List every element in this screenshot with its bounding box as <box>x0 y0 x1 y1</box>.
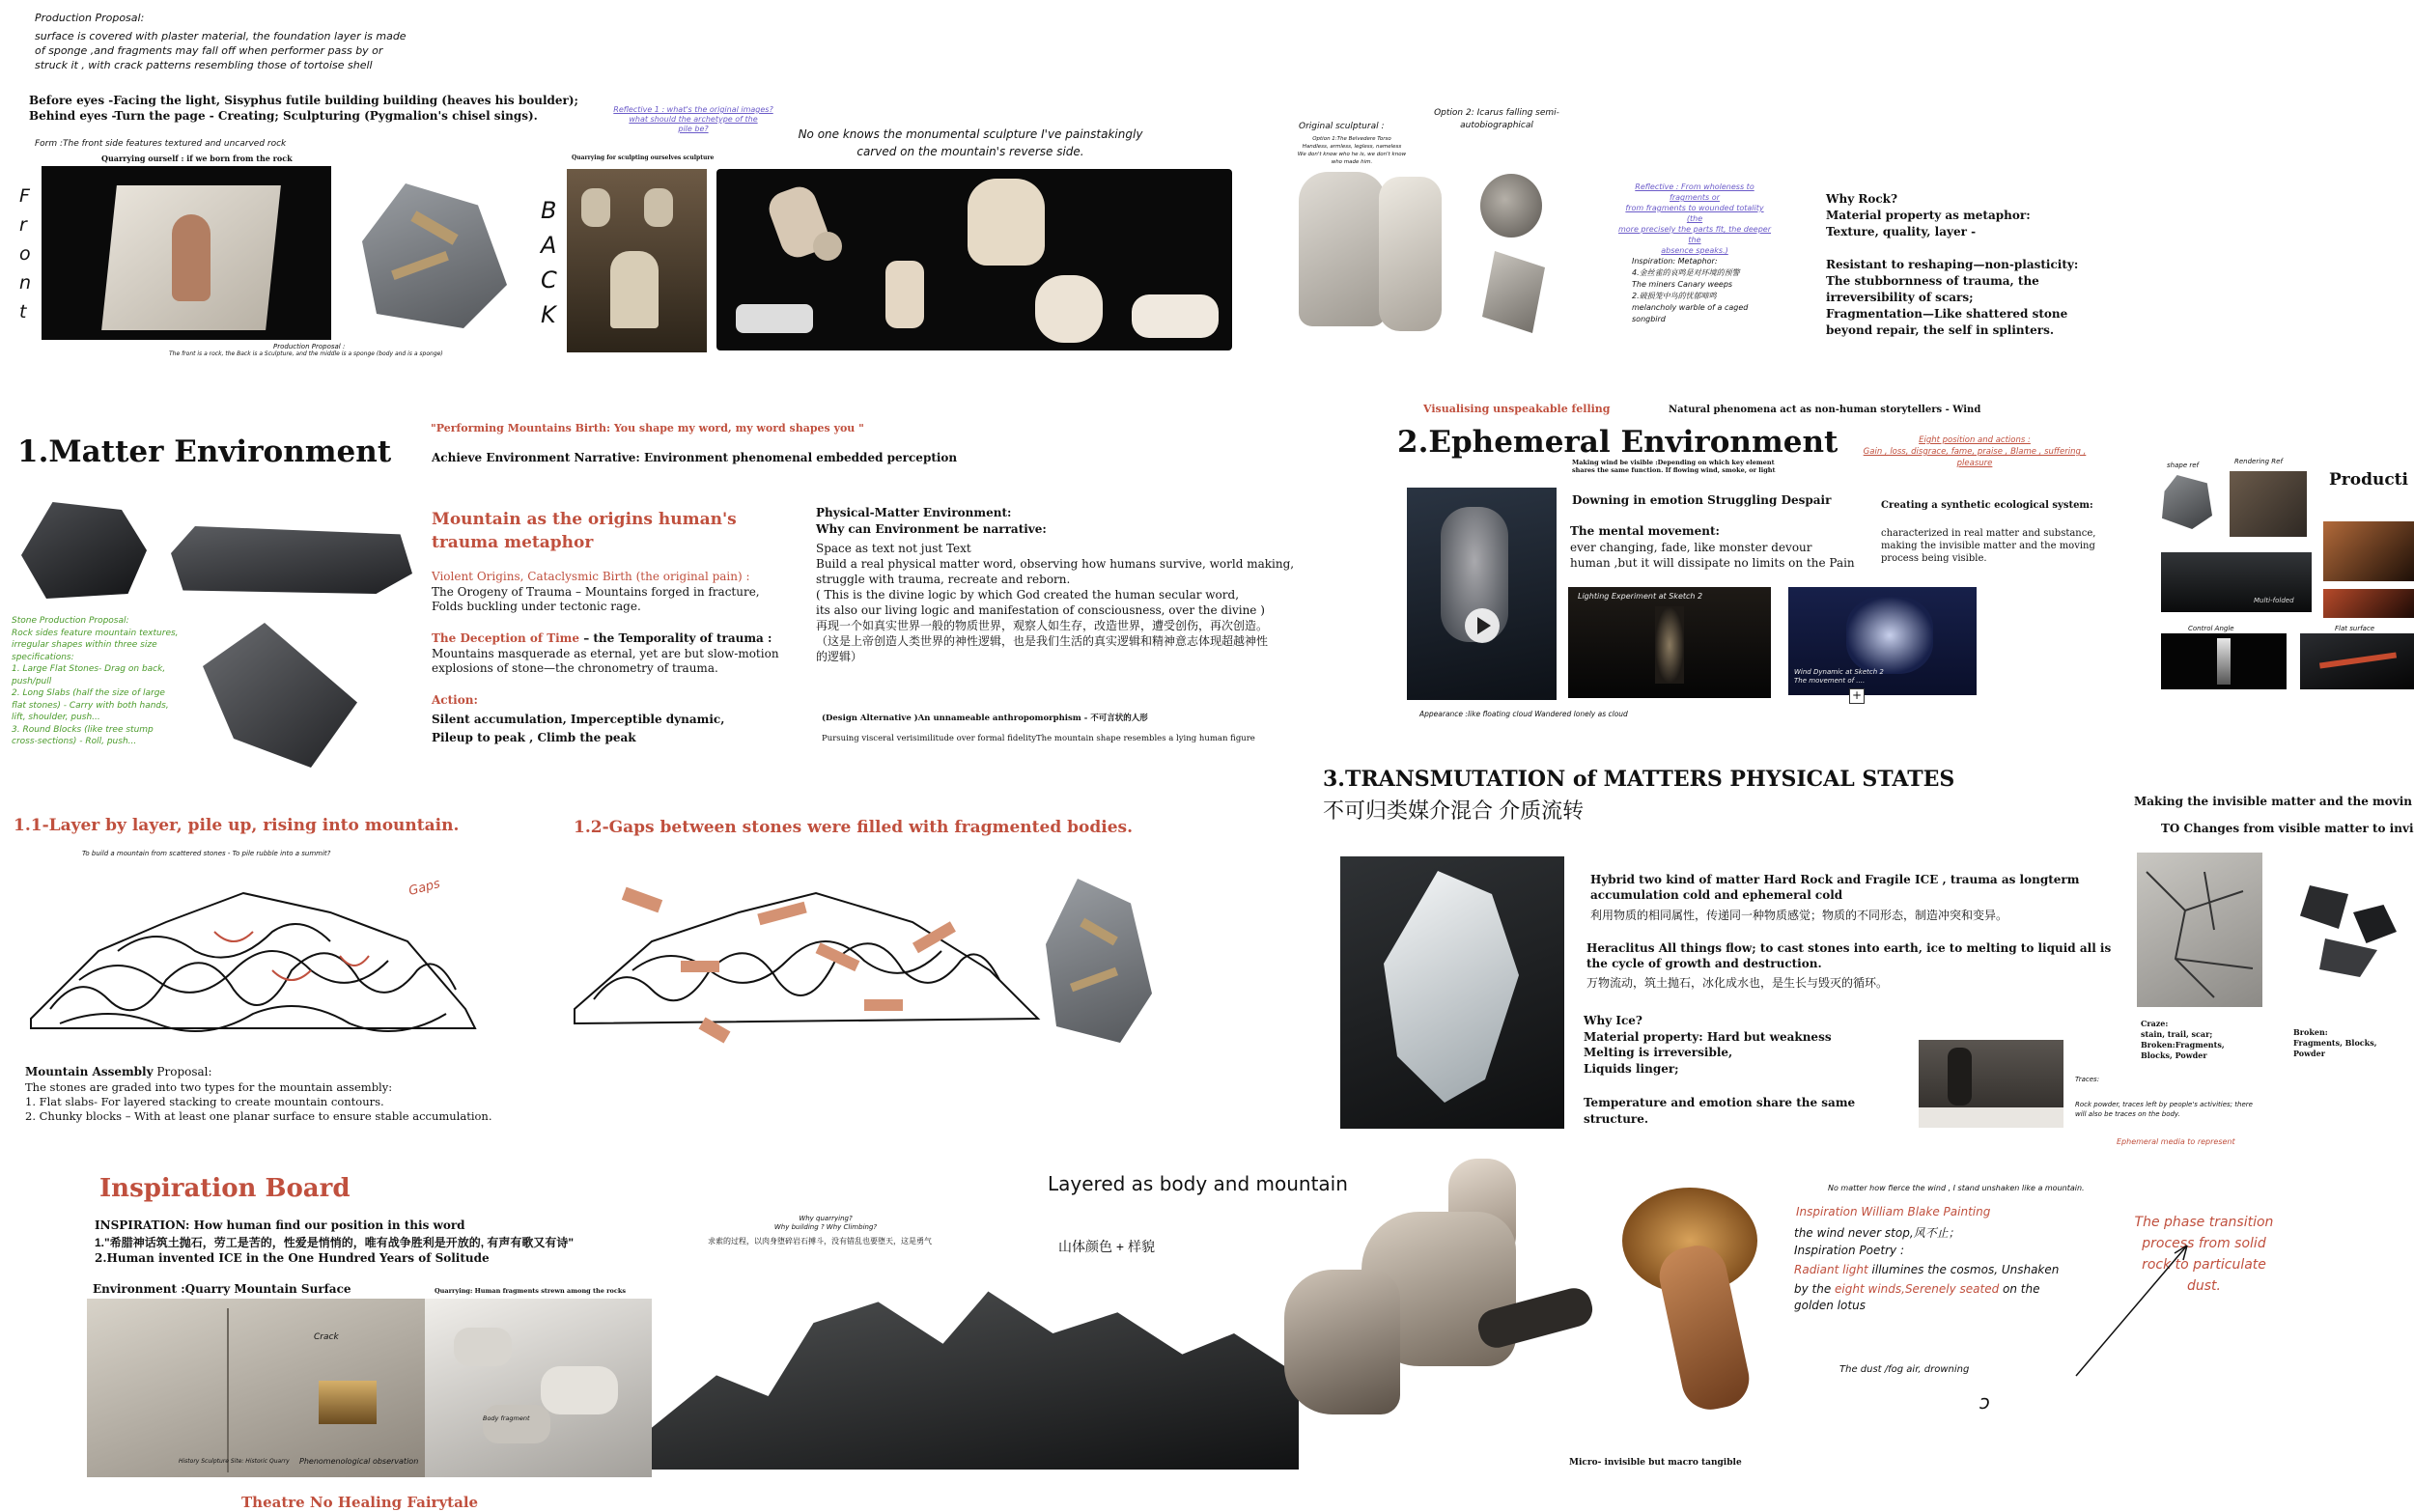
reflective-note-2: Reflective : From wholeness to fragments or from fragments to wounded totality (the more precisely the parts fit, the deeper the absence speaks.) <box>1617 182 1771 255</box>
crack-lines <box>2137 853 2262 1007</box>
rendering-ref-label: Rendering Ref <box>2234 458 2283 465</box>
hybrid-cn-text: 利用物质的相同属性，传递同一种物质感觉；物质的不同形态，制造冲突和变异。 <box>1590 909 2008 922</box>
option-2-text: Option 2: Icarus falling semi- autobiographical <box>1434 108 1559 130</box>
assembly-title <box>25 1065 212 1078</box>
env-quarry-label: Environment :Quarry Mountain Surface <box>93 1282 351 1296</box>
arrow-icon <box>2071 1236 2197 1381</box>
broken-image <box>2281 847 2414 1009</box>
coal-rock-image <box>12 497 156 603</box>
front-letter: r <box>19 214 27 236</box>
inspiration-line-2: 2.Human invented ICE in the One Hundred Years of Solitude <box>95 1251 490 1265</box>
history-caption: History Sculpture Site: Historic Quarry <box>179 1458 290 1465</box>
front-letter: t <box>19 301 27 322</box>
why-quarrying-text: Why quarrying? Why building ? Why Climbing? <box>773 1215 878 1231</box>
head-sculpture-image <box>1473 166 1550 243</box>
icarus-image <box>1473 246 1555 338</box>
transmutation-subtitle: 不可归类媒介混合 介质流转 <box>1323 798 1585 823</box>
control-angle-image <box>2161 633 2287 689</box>
assembly-bold: Mountain Assembly <box>25 1065 154 1078</box>
micro-text: Micro- invisible but macro tangible <box>1569 1458 1742 1468</box>
traces-image <box>1919 1040 2063 1128</box>
fragments-strewn-photo <box>425 1299 652 1477</box>
shanti-text: 山体颜色 + 样貌 <box>1058 1239 1155 1254</box>
production-ref-image-1 <box>2323 521 2414 581</box>
reflective-note-1: Reflective 1 : what's the original images? what should the archetype of the pile be? <box>613 105 773 133</box>
material-property-text: Material property as metaphor: <box>1826 209 2031 222</box>
shape-ref-label: shape ref <box>2167 462 2199 469</box>
eight-position-note: Eight position and actions : Gain , loss, disgrace, fame, praise , Blame , suffering , pleasure <box>1863 435 2087 468</box>
control-angle-label: Control Angle <box>2188 625 2234 632</box>
origins-title: Mountain as the origins human's trauma metaphor <box>432 510 737 552</box>
stone-production-proposal: Stone Production Proposal: Rock sides feature mountain textures, irregular shapes within three size specifications: 1. Large Flat Stones- Drag on back, push/pull 2. Long Slabs (half the size of large flat stones) - Carry with both hands, lift, shoulder, push... 3. Round Blocks (like tree stump cross-sections) - Roll, push... <box>12 616 179 746</box>
traces-label: Traces: <box>2075 1076 2100 1083</box>
front-letter: o <box>19 243 31 265</box>
flat-surface-label: Flat surface <box>2335 625 2375 632</box>
layered-body-title: Layered as body and mountain <box>1048 1172 1348 1195</box>
wind-dynamic-image <box>1788 587 1977 695</box>
why-narrative-title: Why can Environment be narrative: <box>816 522 1047 536</box>
design-alternative-text: (Design Alternative )An unnameable anthropomorphism - 不可言状的人形 <box>822 714 1148 723</box>
by-the: by the <box>1794 1282 1836 1296</box>
back-letter: A <box>541 232 557 259</box>
quarrying-sculpture-label: Quarrying for sculpting ourselves sculpture <box>572 154 715 161</box>
quarrying-label: Quarrying ourself : if we born from the rock <box>101 154 293 163</box>
temperature-text: Temperature and emotion share the same structure. <box>1584 1096 1856 1126</box>
downing-text: Downing in emotion Struggling Despair <box>1572 493 1832 507</box>
flat-surface-image <box>2300 633 2414 689</box>
theatre-text: Theatre No Healing Fairytale <box>241 1494 479 1511</box>
radiant-line <box>1794 1263 2059 1276</box>
radiant-rest: illumines the cosmos, Unshaken <box>1867 1263 2060 1276</box>
sculpture-gallery-photo <box>567 169 707 352</box>
option-1-text: Option 1:The Belvedere Torso Handless, armless, legless, nameless We don't know who he is, we don't know who made him. <box>1297 136 1407 165</box>
no-matter-text: No matter how fierce the wind , I stand unshaken like a mountain. <box>1828 1184 2085 1192</box>
why-ice-text: Why Ice? Material property: Hard but weakness Melting is irreversible, Liquids linger; <box>1584 1014 1832 1076</box>
multi-folded-label: Multi-folded <box>2254 597 2294 604</box>
assembly-rest: Proposal: <box>153 1065 212 1078</box>
quarrying-human-label: Quarrying: Human fragments strewn among the rocks <box>435 1287 626 1295</box>
why-rock-title: Why Rock? <box>1826 192 1897 206</box>
ephemeral-environment-title: 2.Ephemeral Environment <box>1397 425 1839 460</box>
crack-label: Crack <box>314 1332 339 1342</box>
rendering-ref-image <box>2230 471 2307 537</box>
craze-image <box>2137 853 2262 1007</box>
heraclitus-text: Heraclitus All things flow; to cast stones into earth, ice to melting to liquid all is the cycle of growth and destruction. <box>1586 941 2112 970</box>
production-cut-label: Producti <box>2329 470 2408 490</box>
wind-never-text: the wind never stop,风不止； <box>1794 1226 1960 1240</box>
before-eyes-text: Before eyes -Facing the light, Sisyphus futile building building (heaves his boulder); <box>29 94 578 107</box>
violent-origins-text: Violent Origins, Cataclysmic Birth (the original pain) : <box>432 570 750 583</box>
inspiration-board-title: Inspiration Board <box>99 1174 351 1203</box>
quarry-photo <box>87 1299 425 1477</box>
back-letters <box>541 193 557 332</box>
golden-lotus: golden lotus <box>1794 1299 1866 1312</box>
lighting-caption: Lighting Experiment at Sketch 2 <box>1578 592 1703 601</box>
dark-mountain-image <box>652 1260 1299 1470</box>
back-letter: B <box>541 197 557 224</box>
lighting-experiment-image <box>1568 587 1771 698</box>
craze-text: Craze: stain, trail, scar; Broken:Fragments, Blocks, Powder <box>2141 1019 2225 1060</box>
wind-dynamic-caption: Wind Dynamic at Sketch 2 The movement of .... <box>1794 668 1884 685</box>
orogeny-text: The Orogeny of Trauma – Mountains forged in fracture, Folds buckling under tectonic rage. <box>432 585 760 613</box>
back-letter: K <box>541 301 556 328</box>
physical-matter-title: Physical-Matter Environment: <box>816 506 1012 519</box>
eight-winds-red: eight winds,Serenely seated <box>1835 1282 2000 1296</box>
body-fragment-label: Body fragment <box>483 1414 530 1422</box>
behind-eyes-text: Behind eyes -Turn the page - Creating; Sculpturing (Pygmalion's chisel sings). <box>29 109 538 123</box>
to-changes-text: TO Changes from visible matter to invi <box>2161 822 2414 835</box>
phase-transition-note: The phase transition process from solid rock to particulate dust. <box>2134 1215 2274 1294</box>
video-player[interactable] <box>1407 488 1557 700</box>
torso-fragment-image <box>1371 172 1448 334</box>
no-one-knows-text: No one knows the monumental sculpture I've painstakingly carved on the mountain's reverse side. <box>798 127 1143 158</box>
eight-winds-line <box>1794 1282 2039 1296</box>
resistant-text: Resistant to reshaping—non-plasticity: The stubbornness of trauma, the irreversibility of scars; Fragmentation—Like shattered stone beyond repair, the self in splinters. <box>1826 258 2079 337</box>
visualising-text: Visualising unspeakable felling <box>1423 403 1611 415</box>
ephemeral-media-note: Ephemeral media to represent <box>2117 1137 2235 1146</box>
sketch-note: To build a mountain from scattered stones - To pile rubble into a summit? <box>82 850 331 857</box>
traces-body: Rock powder, traces left by people's activities; there will also be traces on the body. <box>2075 1101 2253 1118</box>
swirl-icon: ↄ <box>1979 1390 1990 1414</box>
play-button[interactable] <box>1465 608 1500 643</box>
proposal-body: surface is covered with plaster material, the foundation layer is made of sponge ,and fragments may fall off when performer pass by or struck it , with crack patterns resembling those of tortoise shell <box>35 30 407 71</box>
phenomenological-caption: Phenomenological observation <box>299 1457 419 1466</box>
pursuing-text: Pursuing visceral verisimilitude over formal fidelityThe mountain shape resembles a lying human figure <box>822 734 1255 743</box>
inspiration-question-text: How human find our position in this word <box>189 1218 465 1232</box>
inspiration-question <box>95 1218 465 1232</box>
blake-painting-image <box>1613 1168 1767 1424</box>
body-figures-image <box>1226 1154 1613 1443</box>
play-icon <box>1477 617 1491 634</box>
dust-fog-text: The dust /fog air, drowning <box>1839 1364 1970 1375</box>
front-letters <box>19 182 39 326</box>
radiant-red: Radiant light <box>1794 1263 1868 1276</box>
cn-process-text: 求索的过程，以肉身堕碎岩石搏斗，没有错乱也要堕天，这是勇气 <box>708 1237 932 1246</box>
fragments-photo <box>716 169 1232 350</box>
mountain-sketch-1 <box>21 864 485 1057</box>
assembly-body: The stones are graded into two types for the mountain assembly: 1. Flat slabs- For layered stacking to create mountain contours. 2. Chunky blocks – With at least one planar surface to ensure stable accumulation. <box>25 1080 492 1123</box>
front-caption: The front is a rock, the Back is a Sculpture, and the middle is a sponge (body and is a sponge) <box>169 350 443 357</box>
inspiration-label: INSPIRATION: <box>95 1218 190 1232</box>
deception-rest: – the Temporality of trauma : <box>579 631 772 645</box>
original-sculptural-label: Original sculptural : <box>1299 122 1385 131</box>
ice-rock-image <box>1340 856 1564 1129</box>
front-letter: F <box>19 185 30 207</box>
natural-phenomena-text: Natural phenomena act as non-human storytellers - Wind <box>1669 405 1981 415</box>
appearance-caption: Appearance :like floating cloud Wandered lonely as cloud <box>1419 710 1628 718</box>
inspiration-metaphor-text: Inspiration: Metaphor: 4.金丝雀的哀鸣是对环境的预警 The miners Canary weeps 2.破损笼中鸟的忧郁啼鸣 melancholy warble of a caged songbird <box>1632 257 1749 323</box>
inspiration-line-1: 1."希腊神话筑土抛石，劳工是苦的，性爱是悄悄的，唯有战争胜利是开放的, 有声有歌又有诗" <box>95 1236 575 1249</box>
rock-bodies-image-2 <box>1041 869 1157 1052</box>
production-caption: Production Proposal : <box>273 343 346 350</box>
multi-folded-image <box>2161 552 2312 612</box>
broken-text: Broken: Fragments, Blocks, Powder <box>2293 1027 2377 1058</box>
matter-environment-title: 1.Matter Environment <box>17 434 392 469</box>
mental-movement-title: The mental movement: <box>1570 524 1720 538</box>
heraclitus-cn-text: 万物流动，筑土抛石，冰化成水也，是生长与毁灭的循环。 <box>1586 976 1889 990</box>
making-invisible-text: Making the invisible matter and the movin <box>2134 795 2412 808</box>
proposal-title: Production Proposal: <box>35 12 145 24</box>
hybrid-text: Hybrid two kind of matter Hard Rock and Fragile ICE , trauma as longterm accumulation cold and ephemeral cold <box>1590 873 2080 902</box>
mental-movement-body: ever changing, fade, like monster devour human ,but it will dissipate no limits on the Pain <box>1570 541 1855 570</box>
creating-system-title: Creating a synthetic ecological system: <box>1881 500 2093 511</box>
gaps-note: Gaps <box>407 876 442 900</box>
flat-slab-image <box>166 517 417 603</box>
rock-bodies-image <box>352 154 517 348</box>
layer-title: 1.1-Layer by layer, pile up, rising into mountain. <box>14 816 460 835</box>
front-rock-photo <box>42 166 331 340</box>
action-label: Action: <box>432 693 478 707</box>
form-label: Form :The front side features textured and uncarved rock <box>35 139 287 149</box>
on-the: on the <box>1999 1282 2040 1296</box>
wind-visible-note: Making wind be visible :Depending on which key element shares the same function. If flowing wind, smoke, or light <box>1572 459 1776 474</box>
texture-text: Texture, quality, layer - <box>1826 225 1977 238</box>
deception-red: The Deception of Time <box>432 631 580 645</box>
shape-ref-image <box>2158 469 2216 535</box>
blake-inspiration: Inspiration William Blake Painting <box>1796 1205 1991 1218</box>
deception-line <box>432 631 772 645</box>
action-body: Silent accumulation, Imperceptible dynamic, Pileup to peak , Climb the peak <box>432 713 725 744</box>
creating-system-body: characterized in real matter and substance, making the invisible matter and the moving process being visible. <box>1881 528 2096 564</box>
physical-matter-body: Space as text not just Text Build a real physical matter word, observing how humans survive, world making, struggle with trauma, recreate and reborn. ( This is the divine logic by which God created the human secular word, its also our living logic and manifestation of consciousness, over the divine ) 再现一个如真实世界一般的物质世界，观察人如生存，改造世界，遭受创伤，再次创造。 （这是上帝创造人类世界的神性逻辑，也是我们生活的真实逻辑和精神意志体现超越神性 的逻辑） <box>816 542 1295 663</box>
masquerade-text: Mountains masquerade as eternal, yet are but slow-motion explosions of stone—the chronometry of trauma. <box>432 647 779 675</box>
long-slab-image <box>193 603 367 787</box>
production-ref-image-2 <box>2323 589 2414 618</box>
poetry-label: Inspiration Poetry : <box>1794 1244 1904 1257</box>
add-icon[interactable]: + <box>1849 688 1865 704</box>
back-letter: C <box>541 266 557 294</box>
achieve-narrative-text: Achieve Environment Narrative: Environment phenomenal embedded perception <box>432 451 958 464</box>
performing-mountains-quote: "Performing Mountains Birth: You shape my word, my word shapes you " <box>431 422 864 434</box>
gaps-title: 1.2-Gaps between stones were filled with fragmented bodies. <box>574 818 1134 837</box>
front-letter: n <box>19 272 32 294</box>
mountain-sketch-2 <box>565 864 1048 1057</box>
transmutation-title: 3.TRANSMUTATION of MATTERS PHYSICAL STATES <box>1323 767 1955 792</box>
